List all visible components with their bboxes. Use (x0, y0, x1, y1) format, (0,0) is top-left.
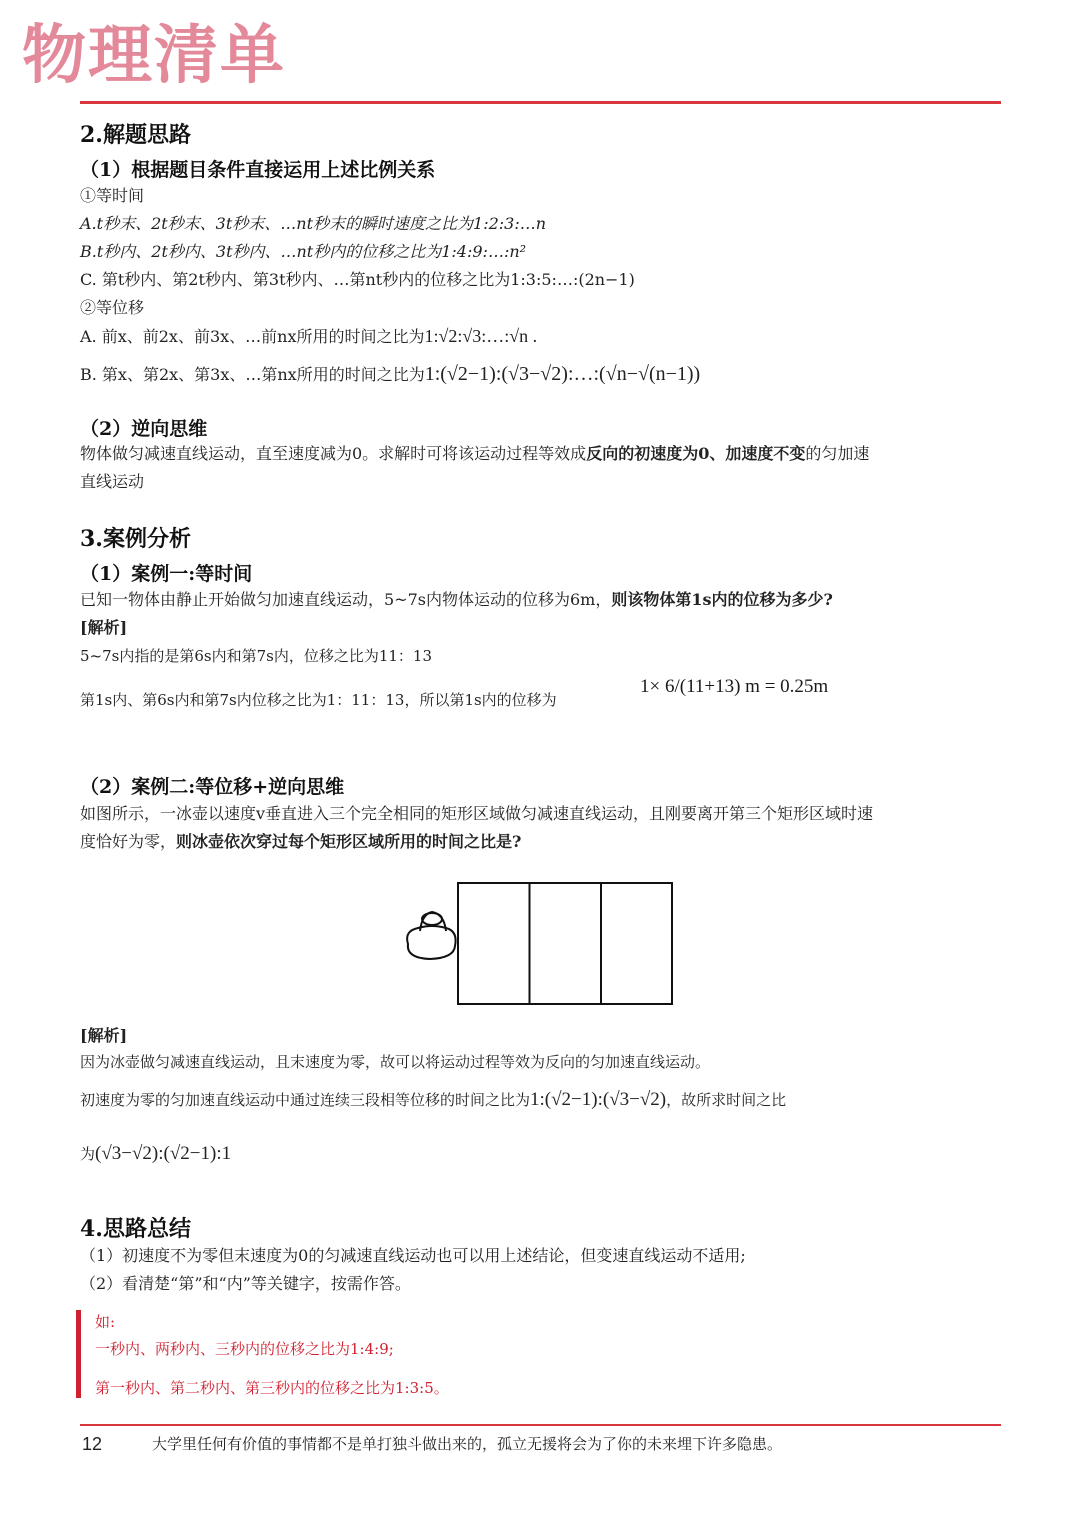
case1-answer-1: 5~7s内指的是第6s内和第7s内，位移之比为11：13 (80, 647, 433, 665)
case2-answer-3 (80, 1144, 231, 1164)
case2-answer-3-head: 为 (80, 1145, 96, 1163)
rectangle-region-outline (458, 883, 672, 1004)
summary-line-2: （2）看清楚“第”和“内”等关键字，按需作答。 (80, 1274, 411, 1293)
section-4-title: 4.思路总结 (80, 1216, 191, 1242)
case2-answer-2-formula: 1:(√2−1):(√3−√2) (530, 1089, 667, 1110)
case2-title: （2）案例二:等位移+逆向思维 (80, 776, 345, 798)
example-label: 如: (95, 1313, 116, 1331)
example-quote-bar (76, 1310, 81, 1398)
case2-answer-1: 因为冰壶做匀减速直线运动，且末速度为零，故可以将运动过程等效为反向的匀加速直线运动。 (80, 1053, 711, 1071)
curling-diagram (400, 876, 680, 1011)
line-c-displacement: C. 第t秒内、第2t秒内、第3t秒内、…第nt秒内的位移之比为1:3:5:…:(2n−1) (80, 270, 635, 289)
summary-line-1: （1）初速度不为零但末速度为0的匀减速直线运动也可以用上述结论，但变速直线运动不适用; (80, 1246, 746, 1265)
line-b-displacement: B.t秒内、2t秒内、3t秒内、…nt秒内的位移之比为1:4:9:…:n² (80, 242, 527, 261)
line-a2-formula: 1:√2:√3:…:√n . (424, 326, 538, 346)
case1-question (80, 590, 833, 610)
reverse-text-bold: 反向的初速度为0、加速度不变 (586, 444, 806, 463)
line-a2 (80, 326, 537, 347)
example-line-1: 一秒内、两秒内、三秒内的位移之比为1:4:9; (95, 1340, 394, 1358)
equal-time-label: ①等时间 (80, 186, 145, 205)
section-2-heading (80, 118, 191, 149)
reverse-text-1: 物体做匀减速直线运动，直至速度减为0。求解时可将该运动过程等效成 (80, 444, 587, 463)
case2-answer-2 (80, 1090, 786, 1110)
line-b2 (80, 364, 700, 385)
footer-rule (80, 1424, 1001, 1426)
footer-motto: 大学里任何有价值的事情都不是单打独斗做出来的，孤立无援将会为了你的未来埋下许多隐患。 (152, 1435, 783, 1453)
sub-heading-direct: （1）根据题目条件直接运用上述比例关系 (80, 159, 436, 181)
case2-question (80, 800, 1001, 856)
reverse-paragraph (80, 440, 1001, 496)
case1-title: （1）案例一:等时间 (80, 563, 253, 585)
section-2-title: 2.解题思路 (80, 122, 191, 148)
case2-answer-3-formula: (√3−√2):(√2−1):1 (95, 1143, 232, 1164)
equal-displacement-label: ②等位移 (80, 298, 145, 317)
section-3-heading (80, 522, 191, 553)
case1-question-text: 已知一物体由静止开始做匀加速直线运动，5~7s内物体运动的位移为6m， (80, 590, 612, 609)
analysis-label-1: [解析] (80, 618, 128, 637)
line-a2-text: A. 前x、前2x、前3x、…前nx所用的时间之比为 (80, 327, 425, 346)
analysis-label-2: [解析] (80, 1026, 128, 1045)
case2-question-line2: 度恰好为零， (80, 832, 177, 851)
header-rule (80, 101, 1001, 104)
case1-answer-2: 第1s内、第6s内和第7s内位移之比为1：11：13，所以第1s内的位移为 (80, 691, 557, 709)
case2-question-bold: 则冰壶依次穿过每个矩形区域所用的时间之比是? (176, 832, 522, 851)
sub-heading-reverse: （2）逆向思维 (80, 418, 208, 440)
reverse-text-2: 的匀加速 (805, 444, 870, 463)
line-a-velocity: A.t秒末、2t秒末、3t秒末、…nt秒末的瞬时速度之比为1:2:3:…n (80, 214, 547, 233)
line-b2-formula: 1:(√2−1):(√3−√2):…:(√n−√(n−1)) (424, 363, 701, 385)
brand-title: 物理清单 (22, 18, 286, 93)
curling-stone-icon (407, 912, 455, 959)
case2-answer-2-text: 初速度为零的匀加速直线运动中通过连续三段相等位移的时间之比为 (80, 1091, 531, 1109)
section-3-title: 3.案例分析 (80, 526, 191, 552)
case2-question-line1: 如图所示，一冰壶以速度v垂直进入三个完全相同的矩形区域做匀减速直线运动，且刚要离开第三个矩形区域时速 (80, 804, 874, 823)
case1-question-bold: 则该物体第1s内的位移为多少? (611, 590, 833, 609)
reverse-text-3: 直线运动 (80, 472, 145, 491)
case1-formula: 1× 6/(11+13) m = 0.25m (640, 676, 829, 697)
line-b2-text: B. 第x、第2x、第3x、…第nx所用的时间之比为 (80, 365, 425, 384)
example-line-2: 第一秒内、第二秒内、第三秒内的位移之比为1:3:5。 (95, 1379, 449, 1397)
case2-answer-2-tail: ，故所求时间之比 (666, 1091, 787, 1109)
page-number: 12 (82, 1434, 103, 1454)
section-4-heading (80, 1212, 191, 1243)
